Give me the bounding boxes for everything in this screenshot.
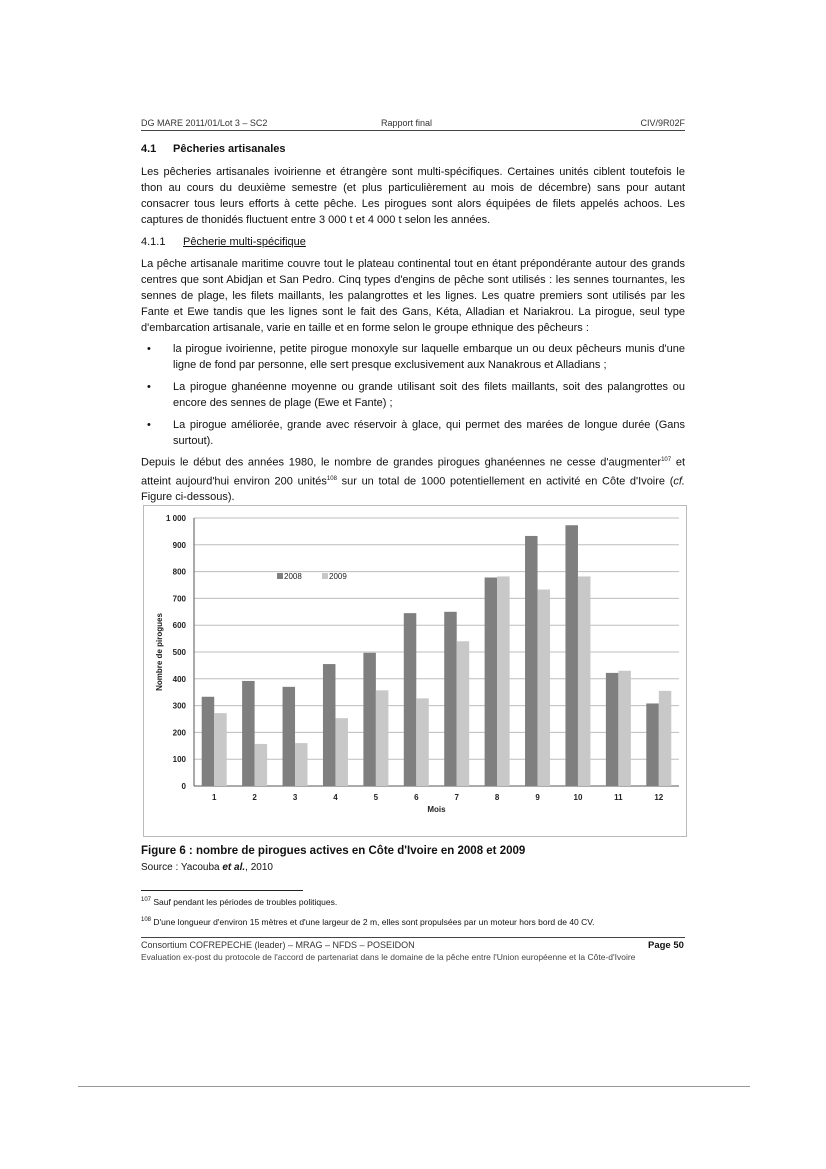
page-header: [141, 116, 685, 131]
x-tick-label: 12: [654, 793, 664, 802]
legend-label: 2008: [284, 572, 302, 581]
list-item: [141, 417, 685, 449]
footer-divider: [141, 937, 685, 938]
list-item-text: la pirogue ivoirienne, petite pirogue monoxyle sur laquelle embarque un ou deux pêcheurs munis d'une ligne de fond par personne, elle sert presque exclusivement aux Nanakrous et Alladians ;: [173, 343, 685, 371]
x-tick-label: 8: [494, 793, 500, 802]
bar-2009-11: [618, 671, 631, 786]
y-tick-label: 1 000: [165, 514, 186, 523]
figure-caption: Figure 6 : nombre de pirogues actives en Côte d'Ivoire en 2008 et 2009: [141, 845, 526, 857]
x-tick-label: 6: [414, 793, 419, 802]
footnote-number: 108: [141, 917, 152, 924]
list-item: [141, 341, 685, 373]
bar-2009-9: [538, 590, 551, 786]
bar-2008-4: [323, 664, 336, 786]
bullet-icon: •: [147, 381, 151, 393]
bar-2009-3: [295, 743, 308, 786]
y-tick-label: 200: [172, 728, 186, 738]
bar-2009-8: [497, 576, 510, 786]
section-title: Pêcheries artisanales: [173, 143, 286, 155]
bar-2008-1: [202, 697, 215, 786]
x-tick-label: 5: [373, 793, 379, 802]
bullet-icon: •: [147, 343, 151, 355]
bullet-icon: •: [147, 419, 151, 431]
bar-2009-10: [578, 576, 591, 786]
bar-2009-6: [416, 698, 429, 786]
footer-consortium: Consortium COFREPECHE (leader) – MRAG – NFDS – POSEIDON: [141, 940, 415, 950]
y-tick-label: 300: [172, 701, 186, 711]
y-tick-label: 700: [172, 594, 186, 604]
header-right: CIV/9R02F: [640, 118, 685, 128]
y-tick-label: 900: [172, 540, 186, 550]
page-bottom-rule: [78, 1086, 750, 1087]
paragraph-text: Depuis le début des années 1980, le nombre de grandes pirogues ghanéennes ne cesse d'augmenter: [141, 456, 662, 469]
header-left: DG MARE 2011/01/Lot 3 – SC2: [141, 118, 268, 128]
x-axis-label: Mois: [427, 805, 446, 814]
bar-2009-5: [376, 690, 389, 786]
footnote-ref[interactable]: 108: [326, 475, 337, 482]
bar-2009-4: [335, 718, 348, 786]
x-tick-label: 7: [454, 793, 459, 802]
bar-2009-7: [457, 641, 470, 786]
figure-source: [141, 862, 273, 873]
bar-2009-2: [255, 744, 268, 786]
page-number: Page 50: [648, 940, 684, 951]
chart-frame: [143, 505, 687, 837]
y-tick-label: 800: [172, 567, 186, 577]
footnote-number: 107: [141, 897, 152, 904]
bar-2008-5: [363, 653, 376, 786]
y-tick-label: 0: [181, 782, 186, 791]
legend-swatch: [322, 573, 328, 579]
x-tick-label: 9: [535, 793, 540, 802]
header-center: Rapport final: [381, 118, 433, 128]
y-tick-label: 600: [172, 621, 186, 631]
list-item: [141, 379, 685, 411]
y-tick-label: 500: [172, 648, 186, 657]
x-tick-label: 1: [211, 793, 217, 802]
x-tick-label: 11: [614, 793, 623, 802]
y-axis-label: Nombre de pirogues: [155, 613, 164, 691]
footnote-text: Sauf pendant les périodes de troubles politiques.: [151, 897, 338, 907]
y-tick-label: 400: [172, 674, 186, 684]
x-tick-label: 10: [573, 793, 583, 802]
bar-2008-12: [646, 703, 659, 786]
paragraph-text: et atteint aujourd'hui environ 200 unités: [141, 456, 685, 488]
legend-label: 2009: [329, 572, 347, 581]
y-tick-label: 100: [172, 755, 186, 765]
bar-2008-8: [485, 577, 498, 786]
footnote-text: D'une longueur d'environ 15 mètres et d'une largeur de 2 m, elles sont propulsées par un moteur hors bord de 40 CV.: [151, 917, 595, 927]
bar-2008-3: [283, 687, 296, 786]
subsection-title: Pêcherie multi-spécifique: [183, 236, 306, 248]
bar-2008-11: [606, 673, 619, 786]
source-etal: et al.: [222, 862, 246, 873]
x-tick-label: 2: [252, 793, 257, 802]
footnote-ref[interactable]: 107: [661, 457, 672, 463]
footer-description: Evaluation ex-post du protocole de l'accord de partenariat dans le domaine de la pêche entre l'Union européenne et la Côte-d'Ivoire: [141, 952, 636, 962]
bar-2008-9: [525, 536, 538, 786]
list-item-text: La pirogue ghanéenne moyenne ou grande utilisant soit des filets maillants, soit des palangrottes ou encore des sennes de plage (Ewe et Fante) ;: [173, 381, 685, 409]
footnote: [141, 897, 337, 907]
subsection-heading: [141, 236, 306, 248]
bar-2008-10: [565, 525, 578, 786]
footnote: [141, 917, 595, 927]
source-year: , 2010: [245, 862, 273, 873]
bar-chart: [144, 506, 686, 836]
list-item-text: La pirogue améliorée, grande avec réservoir à glace, qui permet des marées de longue durée (Gans surtout).: [173, 419, 685, 447]
legend-swatch: [277, 573, 283, 579]
paragraph-text: sur un total de 1000 potentiellement en activité en Côte d'Ivoire (: [336, 475, 674, 488]
intro-paragraph: Les pêcheries artisanales ivoirienne et étrangère sont multi-spécifiques. Certaines unités ciblent toutefois le thon au cours du deuxième semestre (et plus particulièrement au mois de décembre) sans pour autant consacrer tous leurs efforts à cette pêche. Les pirogues sont alors équipées de filets appelés achoos. Les captures de thonidés fluctuent entre 3 000 t et 4 000 t selon les années.: [141, 166, 685, 226]
section-heading: [141, 143, 286, 155]
footnote-divider: [141, 890, 303, 891]
bar-2008-6: [404, 613, 417, 786]
source-text: Source : Yacouba: [141, 862, 223, 873]
x-tick-label: 4: [333, 793, 338, 802]
cf-text: cf.: [673, 475, 685, 488]
bar-2008-7: [444, 612, 457, 786]
subsection-number: 4.1.1: [141, 236, 166, 248]
bar-2009-12: [659, 691, 672, 786]
section-number: 4.1: [141, 143, 157, 155]
paragraph-text: Figure ci-dessous).: [141, 491, 235, 504]
bar-2009-1: [214, 713, 227, 786]
bar-2008-2: [242, 681, 255, 786]
bullet-list: [141, 341, 685, 449]
x-tick-label: 3: [292, 793, 298, 802]
body-paragraph: La pêche artisanale maritime couvre tout le plateau continental tout en étant prépondérante autour des grands centres que sont Abidjan et San Pedro. Cinq types d'engins de pêche sont utilisés : les sennes tournantes, les sennes de plage, les filets maillants, les palangrottes et les lignes. Les quatre premiers sont utilisés par les Fante et Ewe tandis que les lignes sont le fait des Gans, Kéta, Alladian et Nariakrou. La pirogue, seul type d'embarcation artisanale, varie en taille et en forme selon le groupe ethnique des pêcheurs :: [141, 258, 685, 334]
body-paragraph-2: [141, 452, 685, 505]
